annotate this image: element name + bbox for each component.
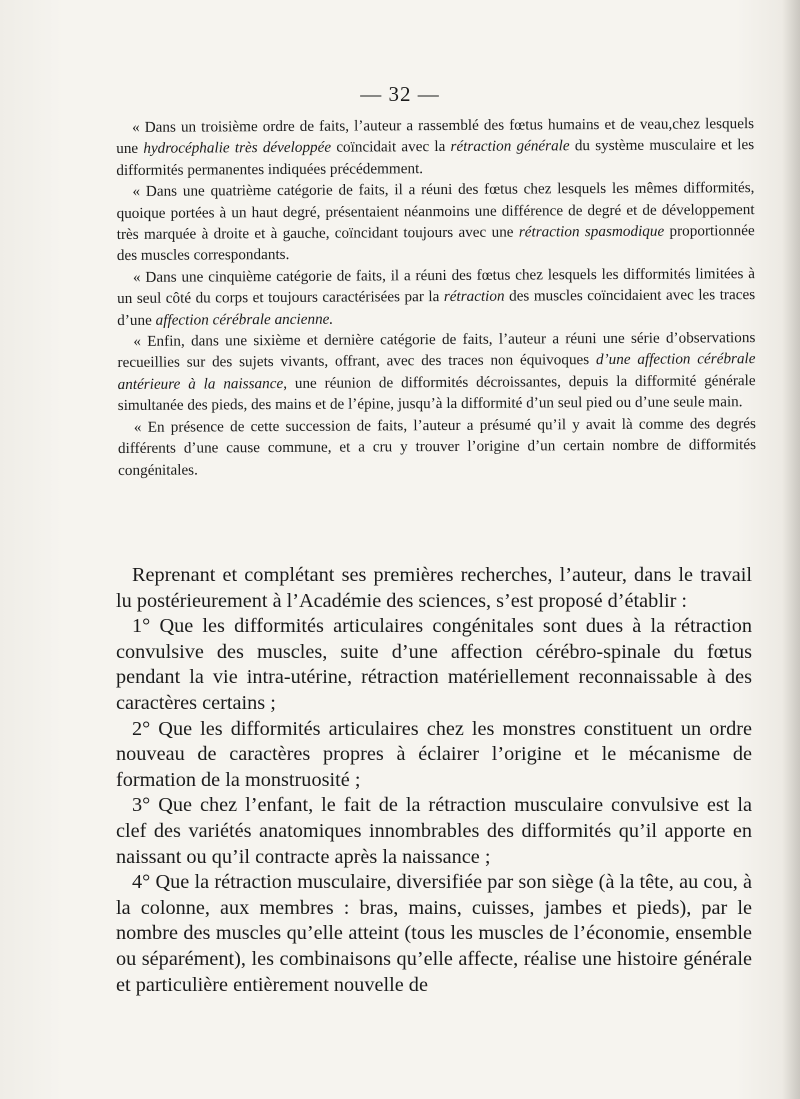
text-run: « Dans un troisième ordre de faits, l’auteur a rassemblé des fœtus humains et de veau,chez lesquels une (116, 115, 755, 158)
quote-paragraph-3 (117, 263, 755, 331)
text-run: « En présence de cette succession de faits, l’auteur a présumé qu’il y avait là comme des degrés différents d’une cause commune, et a cru y trouver l’origine d’un certain nombre de difformités congénitales. (117, 414, 757, 479)
italic-phrase: affection cérébrale ancienne. (155, 310, 334, 329)
text-run: du système musculaire et les difformités permanentes indiquées précédemment. (116, 136, 755, 179)
page-number: — 32 — (360, 82, 440, 106)
text-run: « Dans une quatrième catégorie de faits, il a réuni des fœtus chez lesquels les mêmes difformités, quoique portées à un haut degré, présentaient néanmoins une différence de degré et de développement très marquée à droite et à gauche, coïncidant toujours avec une (116, 179, 755, 244)
quote-paragraph-4 (117, 327, 756, 417)
italic-phrase: rétraction générale (450, 137, 570, 156)
italic-phrase: rétraction spasmodique (518, 222, 665, 241)
text-run: des muscles coïncidaient avec les traces d’une (117, 286, 756, 329)
quote-paragraph-2 (116, 177, 755, 267)
intro-paragraph: Reprenant et complétant ses premières recherches, l’auteur, dans le travail lu postérieurement à l’Académie des sciences, s’est proposé d’établir : (116, 564, 752, 612)
italic-phrase: hydrocéphalie très développée (143, 139, 332, 158)
italic-phrase: d’une affection cérébrale antérieure à la naissance (117, 350, 756, 393)
text-run: « Enfin, dans une sixième et dernière catégorie de faits, l’auteur a réuni une série d’observations recueillies sur des sujets vivants, offrant, avec des traces non équivoques (117, 329, 756, 372)
quote-paragraph-1 (116, 113, 754, 181)
italic-phrase: rétraction (443, 287, 505, 306)
quoted-passage (116, 113, 756, 481)
quote-paragraph-5 (118, 413, 756, 481)
text-run: « Dans une cinquième catégorie de faits, il a réuni des fœtus chez lesquels les difformités limitées à un seul côté du corps et toujours caractérisées par la (117, 264, 756, 308)
list-item-1: 1° Que les difformités articulaires congénitales sont dues à la rétraction convulsive des muscles, suite d’une affection cérébro-spinale du fœtus pendant la vie intra-utérine, rétraction matériellement reconnaissable à des caractères certains ; (116, 615, 752, 714)
list-item-3: 3° Que chez l’enfant, le fait de la rétraction musculaire convulsive est la clef des variétés anatomiques innombrables des difformités qu’il apporte en naissant ou qu’il contracte après la naissance ; (116, 794, 752, 868)
main-text (116, 563, 752, 998)
text-run: coïncidait avec la (331, 138, 451, 157)
list-item-2: 2° Que les difformités articulaires chez les monstres constituent un ordre nouveau de caractères propres à éclairer l’origine et le mécanisme de formation de la monstruosité ; (116, 717, 752, 791)
text-run: , une réunion de difformités décroissantes, depuis la difformité générale simultanée des pieds, des mains et de l’épine, jusqu’à la difformité d’un seul pied ou d’une seule main. (117, 371, 756, 415)
page-edge-shadow (782, 0, 800, 1099)
text-run: proportionnée des muscles correspondants. (116, 222, 755, 265)
list-item-4: 4° Que la rétraction musculaire, diversifiée par son siège (à la tête, au cou, à la colonne, aux membres : bras, mains, cuisses, jambes et pieds), par le nombre des muscles qu’elle atteint (tous les muscles de l’économie, ensemble ou séparément), les combinaisons qu’elle affecte, réalise une histoire générale et particulière entièrement nouvelle de (116, 871, 752, 996)
